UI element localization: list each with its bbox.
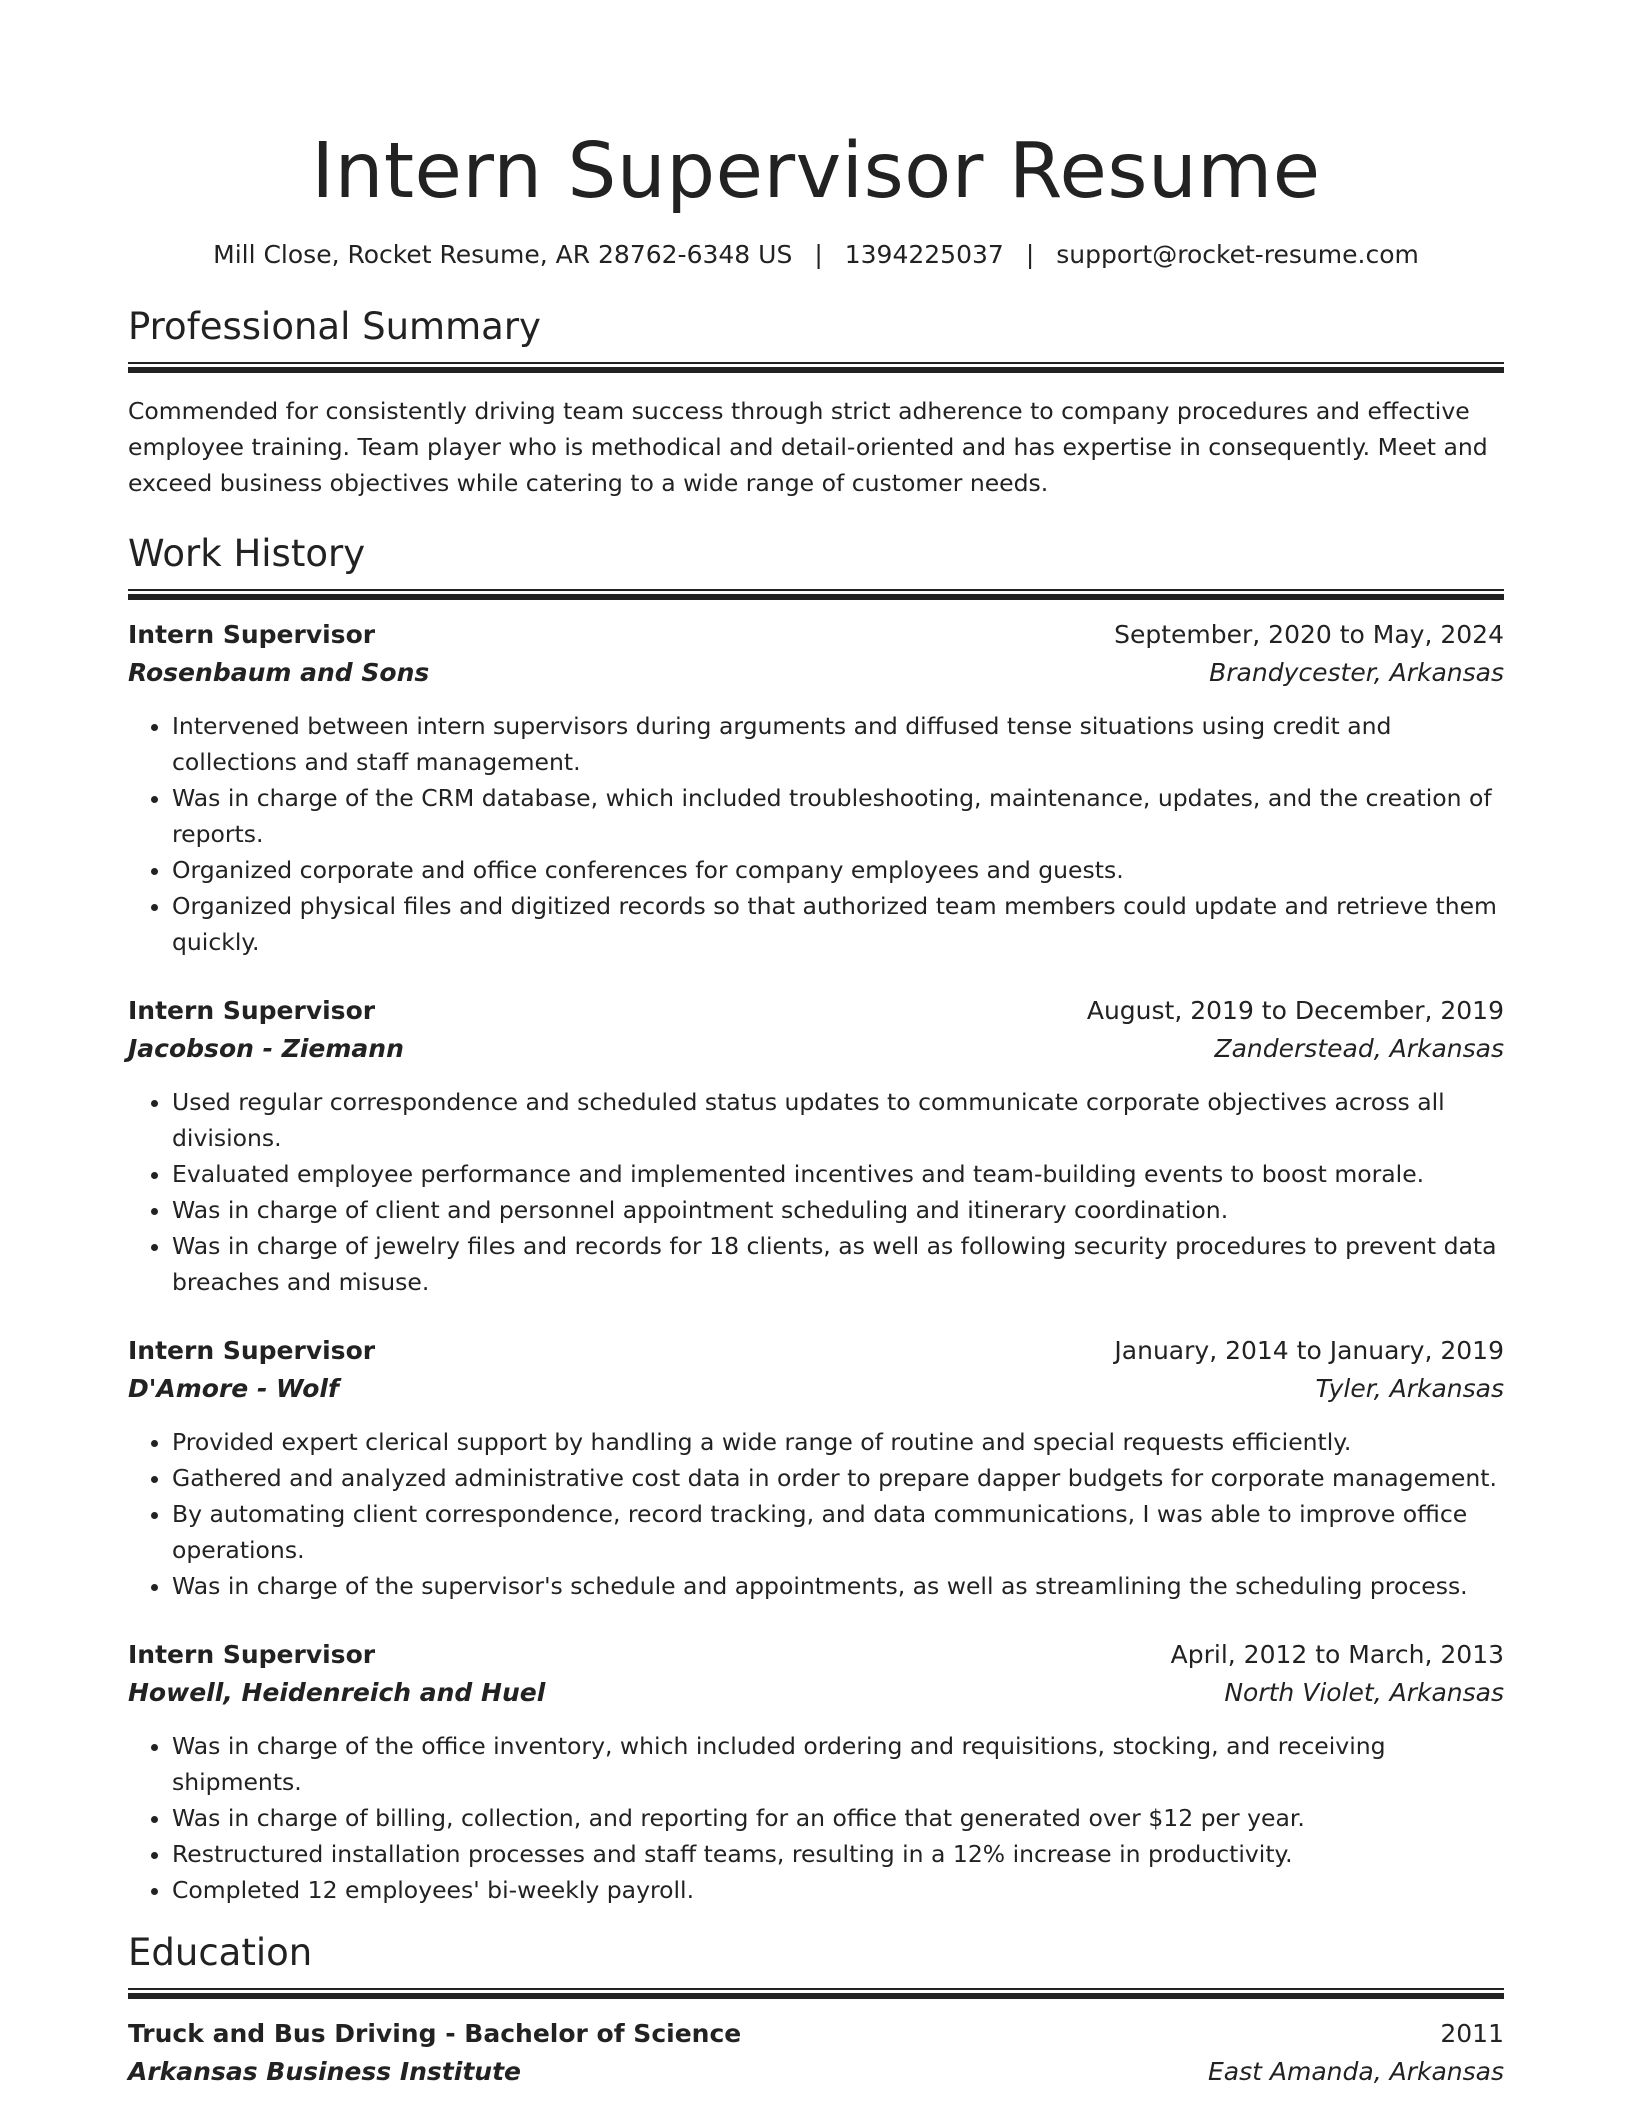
job-dates: April, 2012 to March, 2013 [1170,1640,1504,1669]
list-item: • Was in charge of the CRM database, which included troubleshooting, maintenance, updates, and the creation of reports. [172,780,1504,852]
job-header [128,616,1504,654]
job-entry [128,1332,1504,1604]
education-subheader [128,2053,1504,2091]
job-entry [128,1636,1504,1908]
contact-separator: | [814,240,823,269]
job-company: Jacobson - Ziemann [128,1034,404,1063]
contact-separator: | [1025,240,1035,269]
job-subheader [128,654,1504,692]
job-subheader [128,1370,1504,1408]
job-entry [128,992,1504,1300]
contact-phone: 1394225037 [844,240,1004,269]
section-divider [128,1988,1504,1999]
list-item: • Was in charge of jewelry files and records for 18 clients, as well as following security procedures to prevent data breaches and misuse. [172,1228,1504,1300]
section-divider [128,589,1504,600]
list-item: • Organized physical files and digitized records so that authorized team members could update and retrieve them quickly. [172,888,1504,960]
job-title: Intern Supervisor [128,996,376,1025]
list-item: • Was in charge of billing, collection, and reporting for an office that generated over $12 per year. [172,1800,1504,1836]
contact-line [128,238,1504,272]
section-heading-work-history: Work History [128,532,366,575]
job-company: Rosenbaum and Sons [128,658,430,687]
contact-address: Mill Close, Rocket Resume, AR 28762-6348 US [213,240,793,269]
work-history-section [128,531,1504,1908]
education-header [128,2015,1504,2053]
education-location: East Amanda, Arkansas [1208,2057,1504,2086]
list-item: • Was in charge of the supervisor's schedule and appointments, as well as streamlining the scheduling process. [172,1568,1504,1604]
resume-page [128,0,1504,2091]
job-bullets [128,1084,1504,1300]
summary-text: Commended for consistently driving team success through strict adherence to company procedures and effective employee training. Team player who is methodical and detail-oriented and has expertise in consequently. Meet and exceed business objectives while catering to a wide range of customer needs. [128,397,1488,497]
job-bullets [128,1728,1504,1908]
list-item: • Organized corporate and office conferences for company employees and guests. [172,852,1504,888]
list-item: • Was in charge of client and personnel appointment scheduling and itinerary coordination. [172,1192,1504,1228]
job-title: Intern Supervisor [128,1336,376,1365]
list-item: • By automating client correspondence, record tracking, and data communications, I was able to improve office operations. [172,1496,1504,1568]
job-location: Tyler, Arkansas [1315,1374,1504,1403]
job-title: Intern Supervisor [128,620,376,649]
job-header [128,1332,1504,1370]
job-location: Zanderstead, Arkansas [1214,1034,1504,1063]
section-heading-education: Education [128,1931,313,1974]
list-item: • Completed 12 employees' bi-weekly payroll. [172,1872,1504,1908]
job-subheader [128,1030,1504,1068]
list-item: • Restructured installation processes and staff teams, resulting in a 12% increase in productivity. [172,1836,1504,1872]
job-title: Intern Supervisor [128,1640,376,1669]
section-divider [128,362,1504,373]
job-bullets [128,1424,1504,1604]
list-item: • Provided expert clerical support by handling a wide range of routine and special requests efficiently. [172,1424,1504,1460]
list-item: • Gathered and analyzed administrative cost data in order to prepare dapper budgets for corporate management. [172,1460,1504,1496]
job-dates: August, 2019 to December, 2019 [1086,996,1504,1025]
education-section [128,1930,1504,2091]
education-entry [128,2015,1504,2091]
section-heading-summary: Professional Summary [128,305,541,348]
summary-section [128,304,1504,501]
contact-email: support@rocket-resume.com [1056,240,1419,269]
list-item: • Evaluated employee performance and implemented incentives and team-building events to boost morale. [172,1156,1504,1192]
job-company: D'Amore - Wolf [128,1374,339,1403]
page-title: Intern Supervisor Resume [311,127,1321,216]
job-bullets [128,708,1504,960]
job-company: Howell, Heidenreich and Huel [128,1678,546,1707]
job-header [128,1636,1504,1674]
list-item: • Was in charge of the office inventory, which included ordering and requisitions, stocking, and receiving shipments. [172,1728,1504,1800]
job-header [128,992,1504,1030]
job-entry [128,616,1504,960]
job-subheader [128,1674,1504,1712]
education-degree: Truck and Bus Driving - Bachelor of Science [128,2019,742,2048]
job-dates: September, 2020 to May, 2024 [1114,620,1504,649]
job-location: Brandycester, Arkansas [1209,658,1504,687]
list-item: • Intervened between intern supervisors during arguments and diffused tense situations using credit and collections and staff management. [172,708,1504,780]
education-school: Arkansas Business Institute [128,2057,521,2086]
job-location: North Violet, Arkansas [1224,1678,1504,1707]
education-year: 2011 [1440,2019,1504,2048]
list-item: • Used regular correspondence and scheduled status updates to communicate corporate objectives across all divisions. [172,1084,1504,1156]
job-dates: January, 2014 to January, 2019 [1114,1336,1504,1365]
